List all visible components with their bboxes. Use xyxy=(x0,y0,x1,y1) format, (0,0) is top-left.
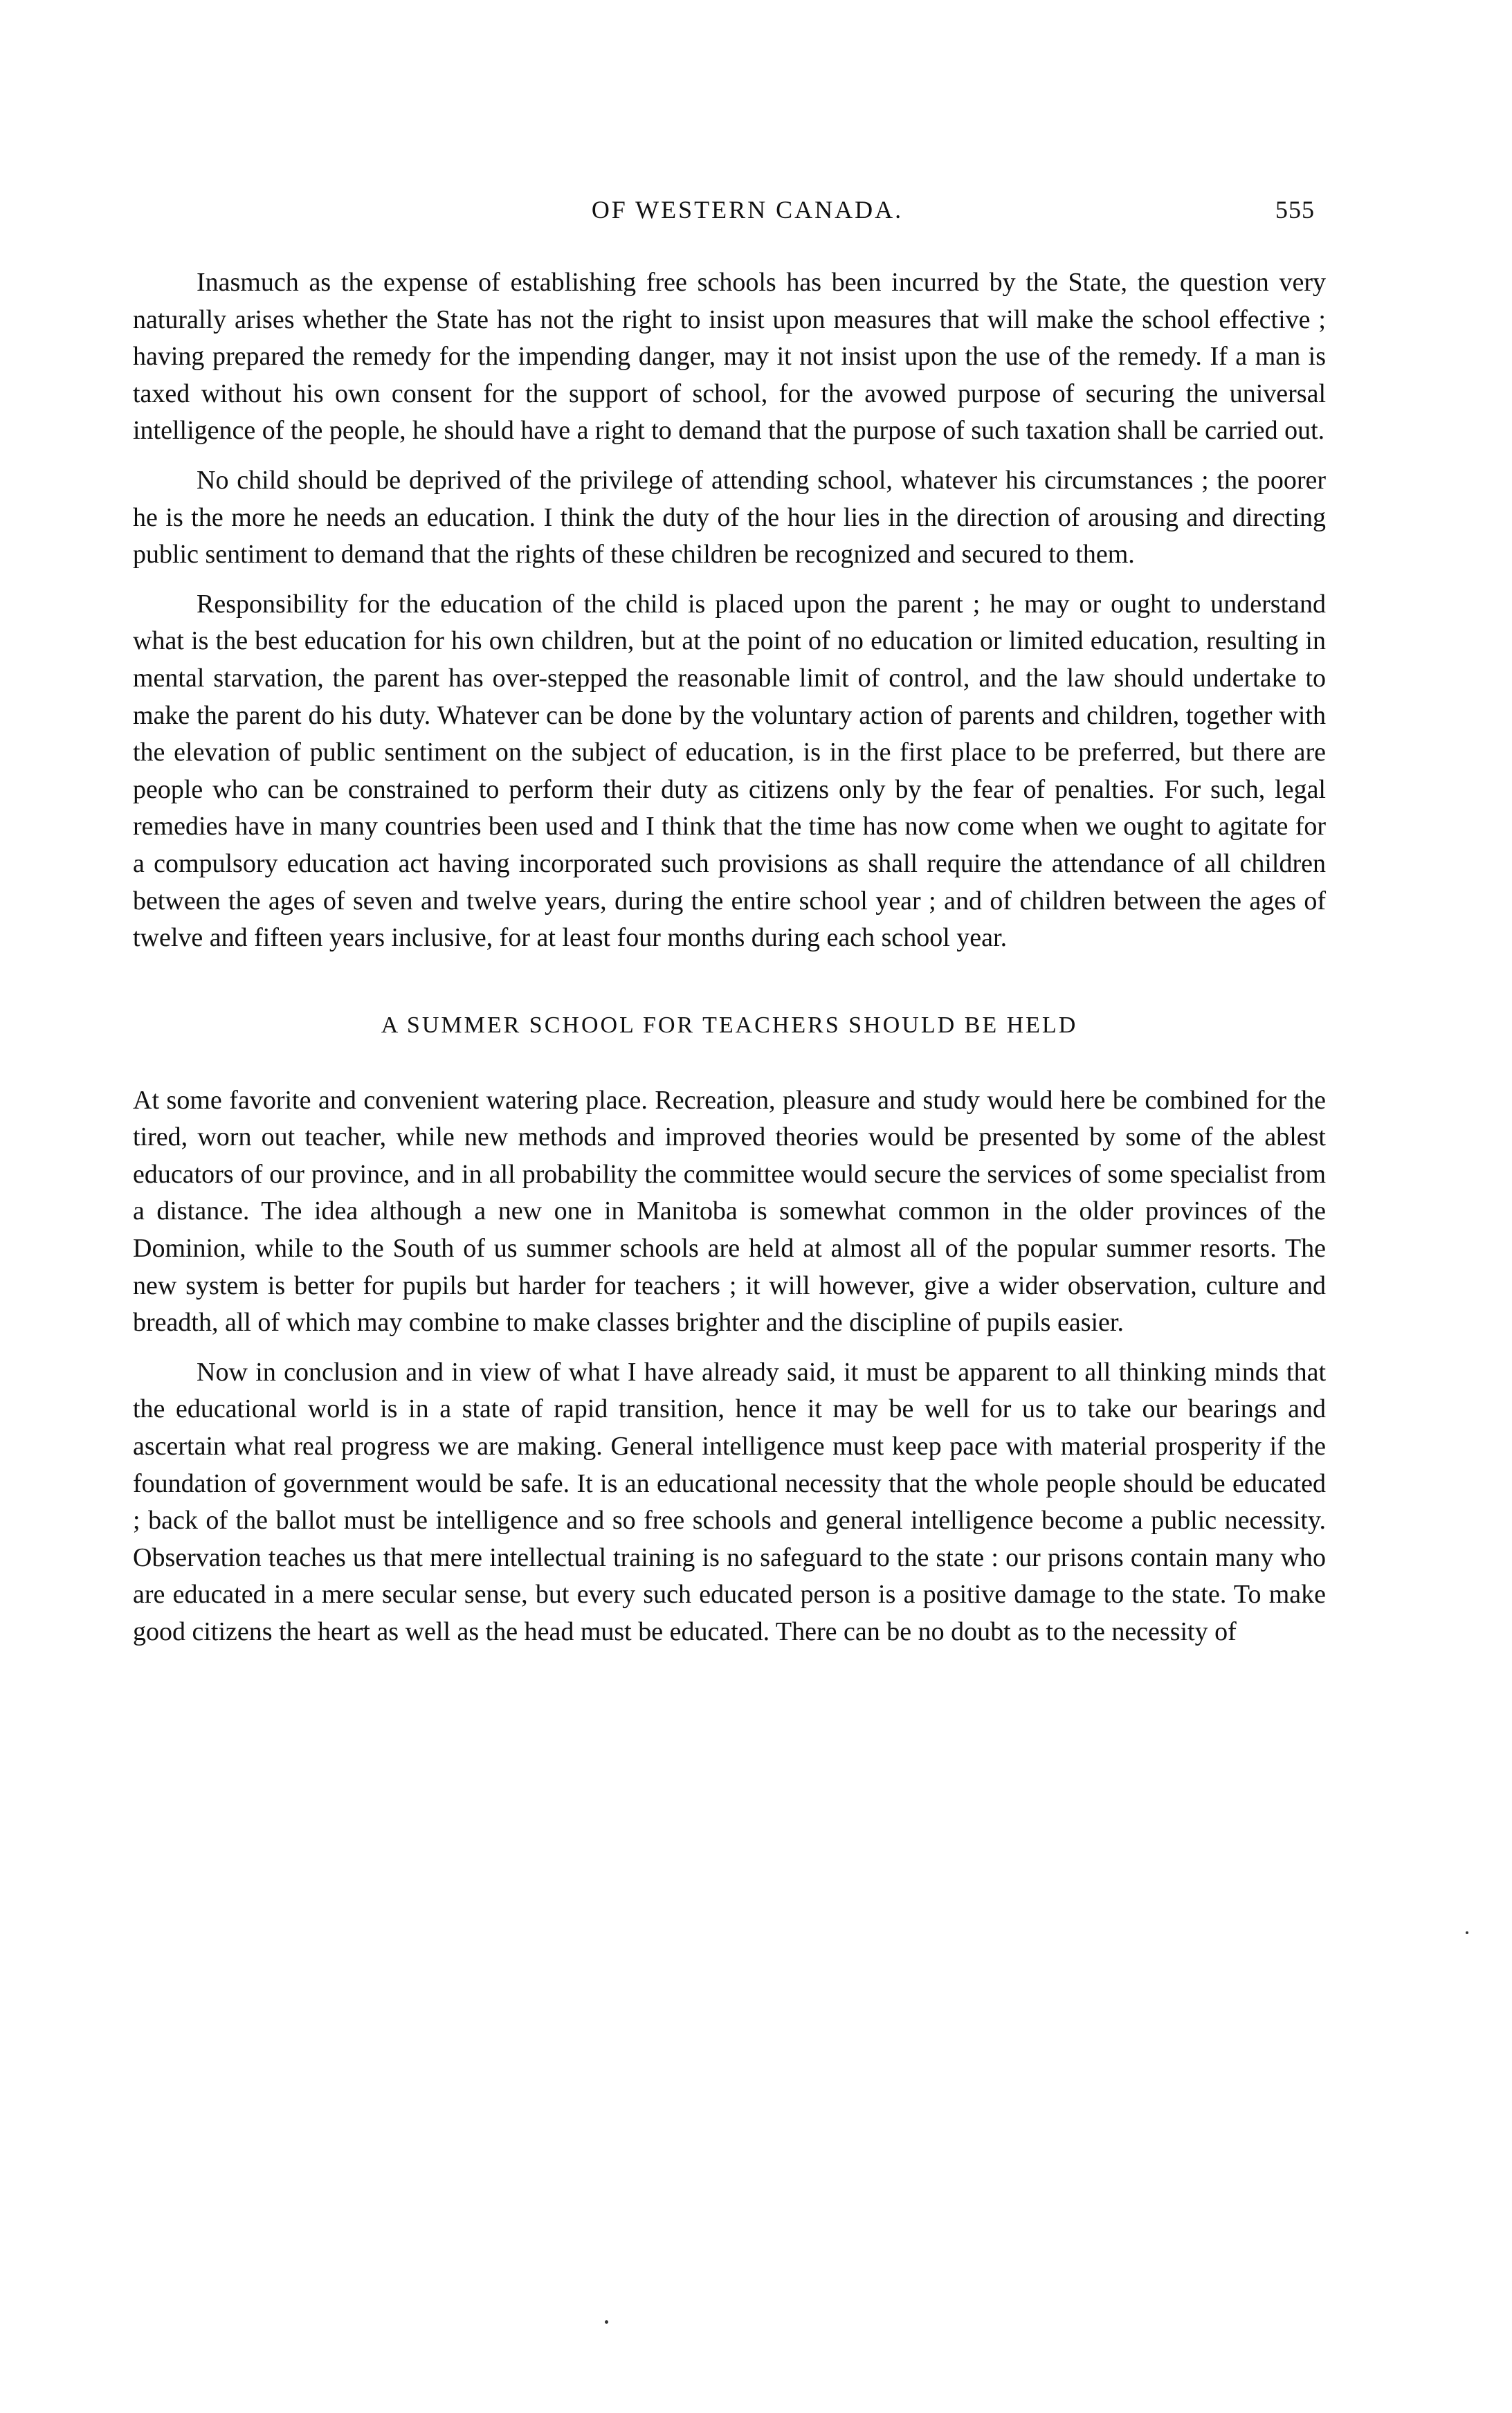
print-speck xyxy=(1466,1931,1468,1934)
paragraph-summer-school: At some favorite and convenient watering place. Recreation, pleasure and study would here be combined for the tired, worn out teacher, while new methods and improved theories would be presented by some of the ablest educators of our province, and in all probability the committee would secure the services of some specialist from a distance. The idea although a new one in Manitoba is somewhat common in the older provinces of the Dominion, while to the South of us summer schools are held at almost all of the popular summer resorts. The new system is better for pupils but harder for teachers ; it will however, give a wider observation, culture and breadth, all of which may combine to make classes brighter and the discipline of pupils easier. xyxy=(133,1085,1326,1338)
body-text xyxy=(133,264,1326,1664)
running-head xyxy=(180,195,1315,230)
paragraph-conclusion: Now in conclusion and in view of what I have already said, it must be apparent to all thinking minds that the educational world is in a state of rapid transition, hence it may be well for us to take our bearings and ascertain what real progress we are making. General intelligence must keep pace with material prosperity if the foundation of government would be safe. It is an educational necessity that the whole people should be educated ; back of the ballot must be intelligence and so free schools and general intelligence become a public necessity. Observation teaches us that mere intellectual training is no safeguard to the state : our prisons contain many who are educated in a mere secular sense, but every such educated person is a positive damage to the state. To make good citizens the heart as well as the head must be educated. There can be no doubt as to the necessity of xyxy=(133,1357,1326,1646)
paragraph-child-privilege: No child should be deprived of the privilege of attending school, whatever his circumstances ; the poorer he is the more he needs an education. I think the duty of the hour lies in the direction of arousing and directing public sentiment to demand that the rights of these children be recognized and secured to them. xyxy=(133,465,1326,570)
paragraph-parent-responsibility: Responsibility for the education of the child is placed upon the parent ; he may or ought to understand what is the best education for his own children, but at the point of no education or limited education, resulting in mental starvation, the parent has over-stepped the reasonable limit of control, and the law should undertake to make the parent do his duty. Whatever can be done by the voluntary action of parents and children, together with the elevation of public sentiment on the subject of education, is in the first place to be preferred, but there are people who can be constrained to perform their duty as citizens only by the fear of penalties. For such, legal remedies have in many countries been used and I think that the time has now come when we ought to agitate for a compulsory education act having incorporated such provisions as shall require the attendance of all children between the ages of seven and twelve years, during the entire school year ; and of children between the ages of twelve and fifteen years inclusive, for at least four months during each school year. xyxy=(133,589,1326,953)
paragraph-state-schools: Inasmuch as the expense of establishing free schools has been incurred by the State, the question very naturally arises whether the State has not the right to insist upon measures that will make the school effective ; having prepared the remedy for the impending danger, may it not insist upon the use of the remedy. If a man is taxed without his own consent for the support of school, for the avowed purpose of securing the universal intelligence of the people, he should have a right to demand that the purpose of such taxation shall be carried out. xyxy=(133,268,1326,446)
print-speck xyxy=(605,2320,608,2324)
section-heading: A SUMMER SCHOOL FOR TEACHERS SHOULD BE HELD xyxy=(381,1012,1078,1038)
running-title: OF WESTERN CANADA. xyxy=(591,196,904,224)
page-number: 555 xyxy=(1275,196,1315,224)
